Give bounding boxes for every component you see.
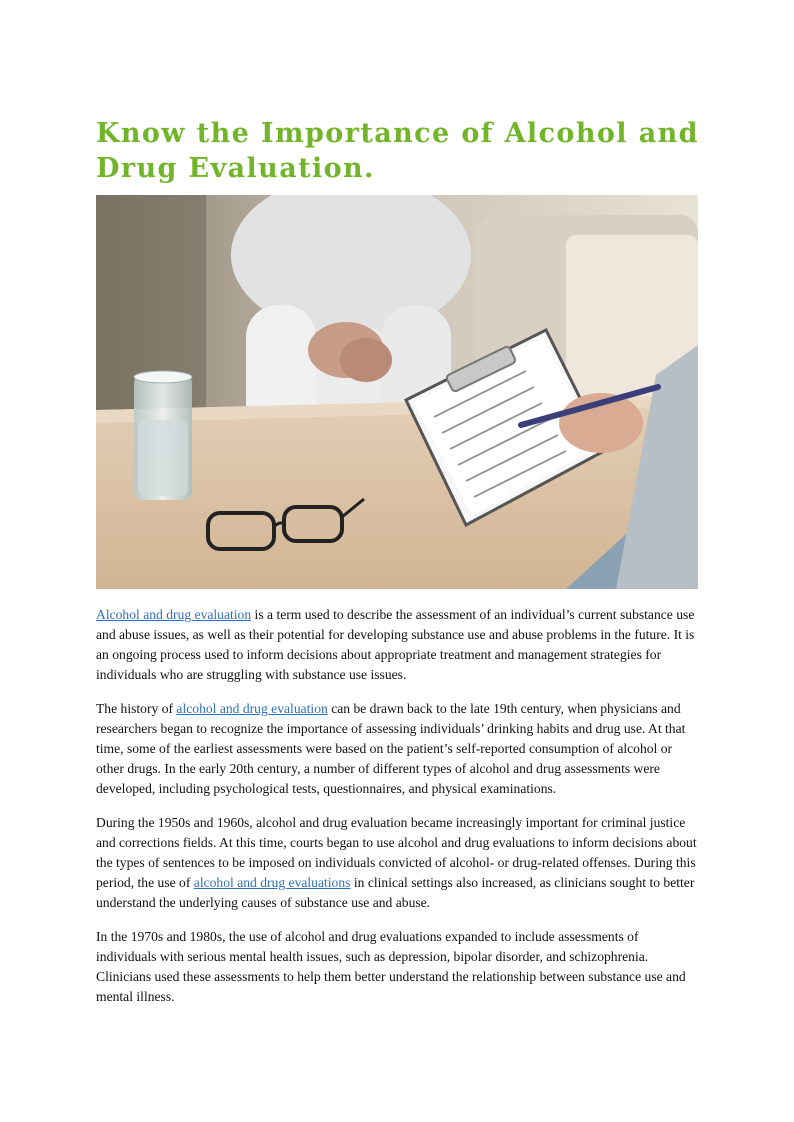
paragraph-2-text: can be drawn back to the late 19th century, when physicians and researchers began to recognize the importance of assessing individuals’ drinking habits and drug use. At that time, some of the earliest assessments were based on the patient’s self-reported consumption of alcohol or other drugs. In the early 20th century, a number of different types of alcohol and drug assessments were developed, including psychological tests, questionnaires, and physical examinations. — [96, 701, 686, 796]
page-title — [96, 116, 716, 186]
paragraph-2-intro: The history of — [96, 701, 177, 716]
alcohol-and-drug-evaluations-link[interactable]: alcohol and drug evaluations — [193, 875, 351, 890]
alcohol-and-drug-evaluation-link[interactable]: Alcohol and drug evaluation — [96, 607, 252, 622]
article-body — [96, 605, 698, 1021]
page-title-line-1: Know the Importance of Alcohol and — [96, 118, 699, 149]
alcohol-and-drug-evaluation-link-2[interactable]: alcohol and drug evaluation — [176, 701, 328, 716]
paragraph-2 — [96, 699, 698, 799]
paragraph-3-intro: During the 1950s and 1960s, alcohol and drug evaluation became increasingly important for criminal justice and corrections fields. At this time, courts began to use alcohol and drug evaluations to inform decisions about the types of sentences to be imposed on individuals convicted of alcohol- or drug-related offenses. During this period, the use of — [96, 815, 697, 890]
paragraph-1-text: is a term used to describe the assessment of an individual’s current substance use and abuse issues, as well as their potential for developing substance use and abuse problems in the future. It is an ongoing process used to inform decisions about appropriate treatment and management strategies for individuals who are struggling with substance use issues. — [96, 607, 695, 682]
paragraph-4: In the 1970s and 1980s, the use of alcohol and drug evaluations expanded to include assessments of individuals with serious mental health issues, such as depression, bipolar disorder, and schizophrenia. Clinicians used these assessments to help them better understand the relationship between substance use and mental illness. — [96, 929, 686, 1004]
page-title-line-2: Drug Evaluation. — [96, 153, 375, 184]
paragraph-3-text: in clinical settings also increased, as clinicians sought to better understand the underlying causes of substance use and abuse. — [96, 875, 695, 910]
counseling-session-illustration — [96, 195, 698, 589]
paragraph-3 — [96, 813, 698, 913]
paragraph-1 — [96, 605, 698, 685]
hero-photo — [96, 195, 698, 589]
